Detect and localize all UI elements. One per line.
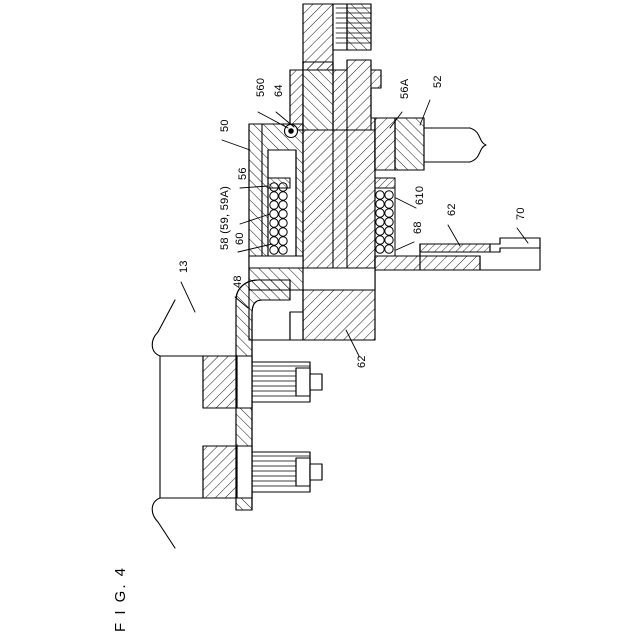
ref-label-48: 48 [232,275,244,288]
ref-label-68: 68 [412,221,424,234]
spring-coil-left [268,178,290,254]
main-central-column [303,130,375,290]
ref-label-62-upper: 62 [446,203,458,216]
lower-right-bracket [375,238,540,270]
ref-label-13: 13 [178,260,190,273]
upper-body-block [290,60,381,130]
ref-label-58: 58 (59, 59A) [219,185,231,250]
ref-label-60: 60 [234,232,246,245]
ref-label-70: 70 [515,207,527,220]
ref-label-56A: 56A [399,78,411,99]
pivot-ball-left [285,125,298,138]
base-wall-13 [152,300,203,548]
ref-label-50: 50 [219,119,231,132]
ref-label-62-lower: 62 [356,355,368,368]
ref-label-610: 610 [414,185,426,205]
spring-coil-right [375,178,395,256]
bolt-lower [203,446,322,498]
ref-label-560: 560 [255,77,267,97]
ref-label-56: 56 [237,167,249,180]
bolt-upper [203,356,322,408]
ref-label-64: 64 [273,84,285,97]
ref-label-52: 52 [432,75,444,88]
figure-title: F I G. 4 [112,565,129,632]
